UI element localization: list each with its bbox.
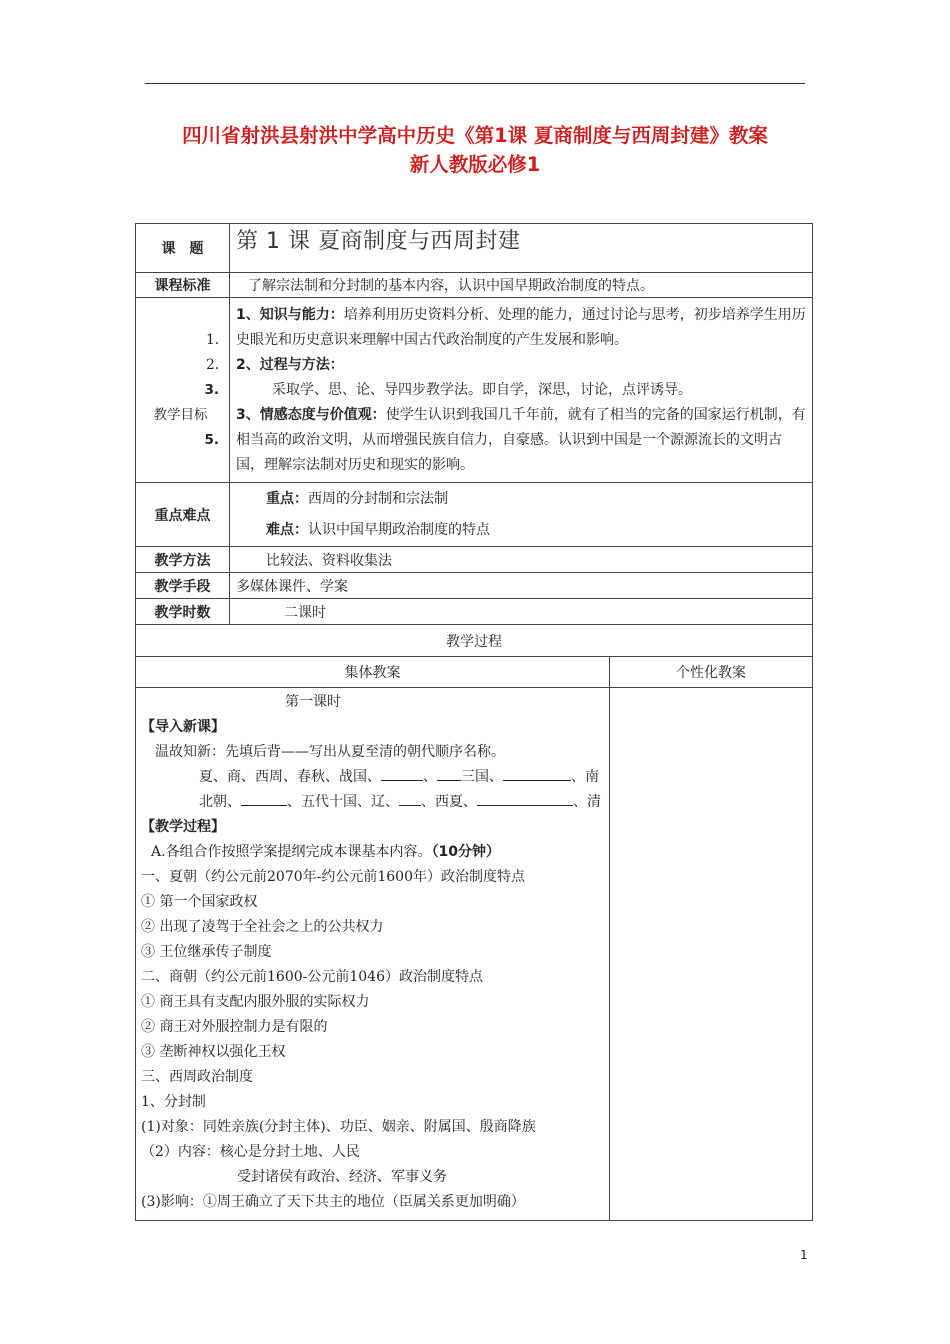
fengjian-content: （2）内容：核心是分封土地、人民 (141, 1144, 360, 1160)
objective-num-2: 2. (206, 356, 219, 373)
dynasty-sep-1: 、 (423, 769, 437, 785)
method-value: 比较法、资料收集法 (230, 547, 813, 573)
knowledge-objective (236, 303, 806, 353)
difficult-head: 难点： (266, 521, 308, 538)
personal-plan-header: 个性化教案 (610, 657, 813, 688)
emotion-objective (236, 403, 806, 478)
shang-item-3: ③ 垄断神权以强化王权 (141, 1044, 286, 1060)
document-title (120, 121, 830, 179)
knowledge-head: 1、知识与能力： (236, 306, 344, 323)
standard-value (230, 273, 813, 298)
collective-plan-header: 集体教案 (136, 657, 610, 688)
key-point (266, 484, 806, 515)
xia-item-3: ③ 王位继承传子制度 (141, 944, 272, 960)
lesson-plan-table (135, 223, 813, 1221)
row-hours (136, 599, 813, 625)
objective-num-3: 3. (204, 381, 219, 398)
focus-content (230, 483, 813, 547)
dynasty-text-2b: 、五代十国、辽、 (287, 794, 399, 810)
fengjian-effect: (3)影响：①周王确立了天下共主的地位（臣属关系更加明确） (141, 1194, 525, 1210)
knowledge-text: 培养利用历史资料分析、处理的能力，通过讨论与思考，初步培养学生用历史眼光和历史意识来理解中国古代政治制度的产生发展和影响。 (236, 306, 806, 348)
task-a-text: A.各组合作按照学案提纲完成本课基本内容。 (151, 844, 432, 860)
xia-item-1: ① 第一个国家政权 (141, 894, 258, 910)
dynasty-blank-4[interactable] (241, 790, 287, 806)
hours-label: 教学时数 (136, 599, 230, 625)
collective-plan-content (136, 688, 610, 1221)
objectives-label: 教学目标 (153, 406, 208, 423)
standard-text: 了解宗法制和分封制的基本内容，认识中国早期政治制度的特点。 (248, 278, 654, 294)
objective-num-1: 1. (206, 331, 219, 348)
objectives-label-cell (136, 298, 230, 483)
row-lesson-body (136, 688, 813, 1221)
lesson-title-image-text: 第 1 课 夏商制度与西周封建 (236, 228, 521, 254)
process-head: 2、过程与方法： (236, 356, 344, 373)
intro-head: 【导入新课】 (141, 719, 225, 735)
xia-item-2: ② 出现了凌驾于全社会之上的公共权力 (141, 919, 384, 935)
xia-head: 一、夏朝（约公元前2070年-约公元前1600年）政治制度特点 (141, 869, 525, 885)
standard-label: 课程标准 (136, 273, 230, 298)
emotion-head: 3、情感态度与价值观： (236, 406, 386, 423)
row-process-header (136, 625, 813, 657)
focus-label: 重点难点 (136, 483, 230, 547)
title-line-2: 新人教版必修1 (409, 153, 541, 176)
personal-plan-content (610, 688, 813, 1221)
dynasty-line-2 (141, 790, 605, 815)
dynasty-blank-3[interactable] (503, 765, 571, 781)
header-rule (145, 83, 805, 84)
task-a (141, 840, 605, 865)
shang-item-2: ② 商王对外服控制力是有限的 (141, 1019, 328, 1035)
dynasty-blank-1[interactable] (381, 765, 423, 781)
row-focus (136, 483, 813, 547)
difficult-point (266, 515, 806, 546)
means-label: 教学手段 (136, 573, 230, 599)
key-head: 重点： (266, 490, 308, 507)
row-column-headers (136, 657, 813, 688)
fengjian-object: (1)对象：同姓亲族(分封主体)、功臣、姻亲、附属国、殷商降族 (141, 1119, 536, 1135)
process-text: 采取学、思、论、导四步教学法。即自学，深思，讨论，点评诱导。 (272, 381, 692, 398)
objectives-content (230, 298, 813, 483)
row-subject (136, 224, 813, 273)
shang-item-1: ① 商王具有支配内服外服的实际权力 (141, 994, 370, 1010)
period-title: 第一课时 (285, 694, 341, 710)
hours-value: 二课时 (230, 599, 813, 625)
title-line-1: 四川省射洪县射洪中学高中历史《第1课 夏商制度与西周封建》教案 (182, 124, 768, 147)
process-header: 教学过程 (136, 625, 813, 657)
process-section-head: 【教学过程】 (141, 819, 225, 835)
dynasty-text-1b: 三国、 (461, 769, 503, 785)
key-text: 西周的分封制和宗法制 (308, 490, 448, 507)
objective-number-list (136, 328, 229, 453)
dynasty-blank-2[interactable] (437, 765, 461, 781)
dynasty-blank-6[interactable] (477, 790, 573, 806)
review-line: 温故知新：先填后背——写出从夏至清的朝代顺序名称。 (155, 744, 505, 760)
fengjian-content-2: 受封诸侯有政治、经济、军事义务 (237, 1169, 447, 1185)
row-method (136, 547, 813, 573)
shang-head: 二、商朝（约公元前1600-公元前1046）政治制度特点 (141, 969, 483, 985)
dynasty-text-2c: 、西夏、 (421, 794, 477, 810)
subject-label: 课 题 (136, 224, 230, 273)
zhou-head: 三、西周政治制度 (141, 1069, 253, 1085)
page-number: 1 (800, 1248, 808, 1262)
fengjian-head: 1、分封制 (141, 1094, 206, 1110)
row-objectives (136, 298, 813, 483)
dynasty-line-1 (141, 765, 605, 790)
method-label: 教学方法 (136, 547, 230, 573)
objective-num-5: 5. (204, 431, 219, 448)
task-a-time: （10分钟） (431, 844, 501, 860)
dynasty-text-2d: 、清 (573, 794, 601, 810)
dynasty-text-1a: 夏、商、西周、春秋、战国、 (199, 769, 381, 785)
dynasty-text-2a: 北朝、 (199, 794, 241, 810)
dynasty-text-1c: 、南 (571, 769, 599, 785)
subject-value (230, 224, 813, 273)
row-standard (136, 273, 813, 298)
means-value: 多媒体课件、学案 (230, 573, 813, 599)
difficult-text: 认识中国早期政治制度的特点 (308, 521, 490, 538)
row-means (136, 573, 813, 599)
emotion-text: 使学生认识到我国几千年前，就有了相当的完备的国家运行机制，有相当高的政治文明，从而增强民族自信力，自豪感。认识到中国是一个源源流长的文明古国，理解宗法制对历史和现实的影响。 (236, 406, 806, 473)
dynasty-blank-5[interactable] (399, 790, 421, 806)
